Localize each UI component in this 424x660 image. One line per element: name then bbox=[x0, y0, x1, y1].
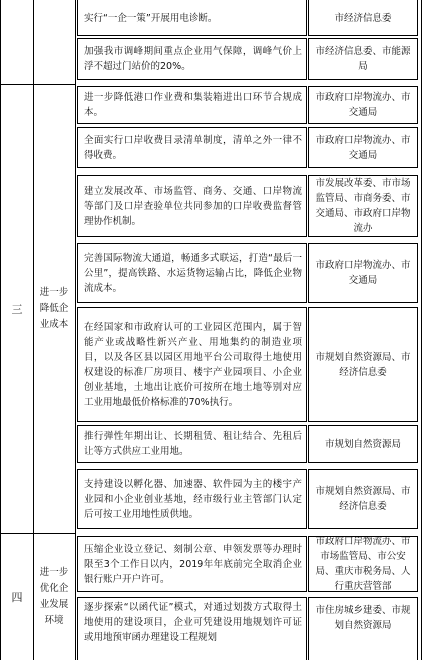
dept-text: 市政府口岸物流办、市市场监管局、市公安局、重庆市税务局、人行重庆营管部 bbox=[315, 537, 411, 591]
task-text: 进一步降低港口作业费和集装箱进出口环节合规成本。 bbox=[84, 92, 302, 118]
task-text: 压缩企业设立登记、刻制公章、申领发票等办理时限至3个工作日以内，2019年年底前完全取消企业银行账户开户许可。 bbox=[84, 543, 302, 585]
task-text: 推行弹性年期出让、长期租赁、租让结合、先租后让等方式供应工业用地。 bbox=[84, 431, 302, 457]
task-text: 逐步探索“以函代证”模式，对通过划拨方式取得土地使用的建设项目，企业可凭建设用地规划许可证或用地预审函办理建设工程规划 bbox=[84, 602, 302, 643]
task-text: 在经国家和市政府认可的工业园区范围内，属于智能产业或战略性新兴产业、用地集约的制造业项目，以及各区县以园区用地平台公司取得土地使用权建设的标准厂房项目、楼宇产业园项目、小企业创业基地，土地出让底价可按所在地土地等别对应工业用地最低价格标准的70%执行。 bbox=[84, 321, 302, 408]
dept-text: 市政府口岸物流办、市交通局 bbox=[315, 92, 411, 118]
task-text: 完善国际物流大通道，畅通多式联运，打造“最后一公里”，提高铁路、水运货物运输占比，降低企业物流成本。 bbox=[84, 252, 302, 294]
dept-text: 市规划自然资源局 bbox=[324, 438, 401, 450]
column-divider bbox=[75, 0, 76, 660]
section-category: 进一步优化企业发展环境 bbox=[39, 567, 69, 626]
task-text: 支持建设以孵化器、加速器、软件园为主的楼宇产业园和小企业创业基地，经市级行业主管部门认定后可按工业用地性质供地。 bbox=[84, 478, 302, 520]
task-text: 全面实行口岸收费目录清单制度，清单之外一律不得收费。 bbox=[84, 134, 302, 161]
section-number: 四 bbox=[11, 590, 23, 604]
task-text: 实行“一企一策”开展用电诊断。 bbox=[84, 12, 218, 24]
dept-text: 市经济信息委、市能源局 bbox=[315, 46, 411, 72]
section-number: 三 bbox=[11, 302, 23, 316]
dept-text: 市政府口岸物流办、市交通局 bbox=[315, 134, 411, 161]
dept-text: 市经济信息委 bbox=[334, 12, 392, 24]
task-text: 建立发展改革、市场监管、商务、交通、口岸物流等部门及口岸查验单位共同参加的口岸收费监督管理协作机制。 bbox=[84, 185, 302, 227]
dept-text: 市政府口岸物流办、市交通局 bbox=[315, 260, 411, 286]
dept-text: 市发展改革委、市市场监管局、市商务委、市交通局、市政府口岸物流办 bbox=[315, 178, 411, 234]
dept-text: 市住房城乡建委、市规划自然资源局 bbox=[315, 605, 411, 631]
task-text: 加强我市调峰期间重点企业用气保障，调峰气价上浮不超过门站价的20%。 bbox=[84, 46, 302, 72]
dept-text: 市规划自然资源局、市经济信息委 bbox=[315, 351, 411, 378]
section-category: 进一步降低企业成本 bbox=[39, 287, 69, 330]
dept-text: 市规划自然资源局、市经济信息委 bbox=[315, 486, 411, 512]
